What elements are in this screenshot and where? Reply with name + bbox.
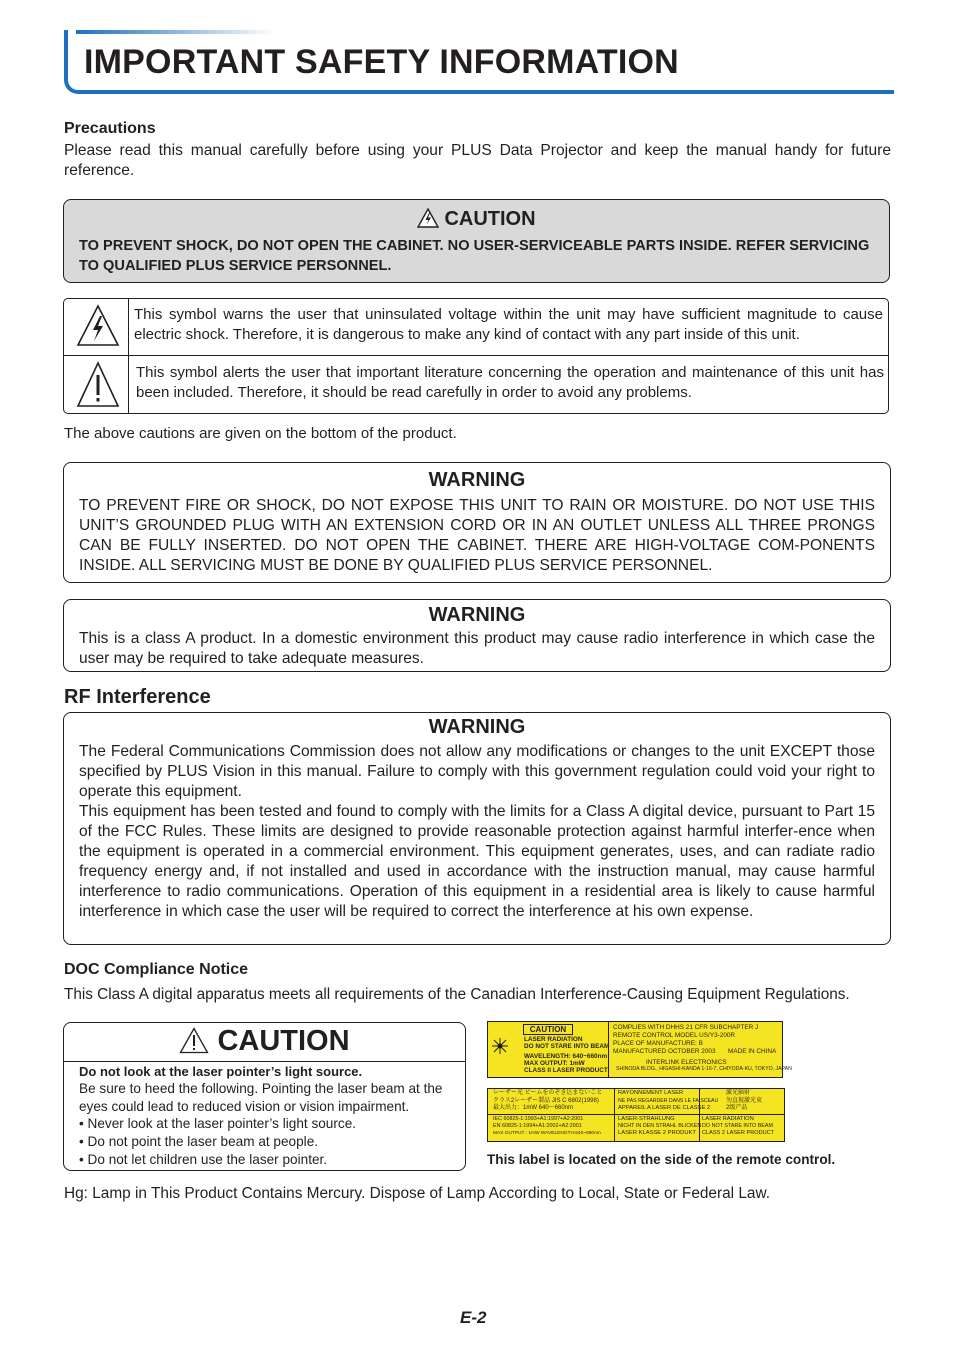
caution-box bbox=[63, 199, 890, 283]
precautions-text: Please read this manual carefully before using your PLUS Data Projector and keep the manual handy for future reference. bbox=[64, 142, 891, 179]
cautions-note: The above cautions are given on the bottom of the product. bbox=[64, 425, 457, 442]
label-text: 勿直视激光束 bbox=[726, 1097, 763, 1104]
label-text: 激光辐射 bbox=[726, 1090, 751, 1096]
warning-box-fire bbox=[63, 462, 891, 583]
caution-heading bbox=[64, 208, 889, 231]
label-text: CLASS II LASER PRODUCT bbox=[524, 1067, 608, 1074]
exclamation-triangle-icon bbox=[75, 360, 121, 410]
laser-caution-title bbox=[64, 1025, 465, 1058]
label-text: COMPLIES WITH DHHS 21 CFR SUBCHAPTER J bbox=[613, 1024, 759, 1031]
laser-bullet: • Do not let children use the laser pointer. bbox=[79, 1152, 328, 1167]
warning-box-class-a bbox=[63, 599, 891, 672]
label-text: EN 60825-1:1994+A1:2002+A2:2001 bbox=[493, 1123, 582, 1129]
laser-caution-heading: CAUTION bbox=[217, 1025, 350, 1057]
caution-heading-text: CAUTION bbox=[444, 208, 536, 230]
doc-text: This Class A digital apparatus meets all requirements of the Canadian Interference-Causing Equipment Regulations. bbox=[64, 986, 850, 1003]
label-text: DO NOT STARE INTO BEAM bbox=[702, 1123, 773, 1129]
warning-heading: WARNING bbox=[428, 716, 526, 738]
label-caution-tag: CAUTION bbox=[523, 1024, 573, 1035]
title-accent-line bbox=[76, 30, 276, 34]
symbol-row-literature bbox=[64, 356, 888, 414]
mercury-note: Hg: Lamp in This Product Contains Mercury. Dispose of Lamp According to Local, State or Federal Law. bbox=[64, 1185, 771, 1202]
label-divider-v1 bbox=[614, 1089, 615, 1141]
label-text: MANUFACTURED OCTOBER 2003 bbox=[613, 1048, 716, 1055]
laser-label-bottom bbox=[487, 1088, 785, 1142]
label-text: LASER RADIATION bbox=[524, 1036, 583, 1043]
label-text: クラス2レーザー製品 JIS C 6802(1998) bbox=[493, 1097, 599, 1104]
label-text: LASER-STRAHLUNG bbox=[618, 1116, 675, 1122]
title-banner bbox=[64, 30, 892, 92]
warning-box-fcc bbox=[63, 712, 891, 945]
symbol-row-voltage bbox=[64, 299, 888, 356]
warning-heading: WARNING bbox=[428, 604, 526, 626]
label-text: MAX OUTPUT: 1mW bbox=[524, 1060, 585, 1067]
caution-text: TO PREVENT SHOCK, DO NOT OPEN THE CABINET. NO USER-SERVICEABLE PARTS INSIDE. REFER SERVICING TO QUALIFIED PLUS SERVICE PERSONNEL. bbox=[79, 238, 870, 274]
label-text: REMOTE CONTROL MODEL US/Y3-200R bbox=[613, 1032, 736, 1039]
label-text: NE PAS REGARDER DANS LE FAISCEAU bbox=[618, 1097, 719, 1104]
page-number: E-2 bbox=[460, 1308, 487, 1327]
label-text: MADE IN CHINA bbox=[728, 1048, 777, 1055]
exclamation-triangle-icon bbox=[179, 1027, 209, 1054]
label-text: SHINODA BLDG., HIGASHI-KANDA 1-16-7, CHIYODA-KU, TOKYO, JAPAN bbox=[616, 1066, 792, 1072]
symbol-table bbox=[63, 298, 889, 414]
label-text: IEC 60825-1:1993+A1:1997+A2:2001 bbox=[493, 1116, 584, 1122]
label-text: 2级产品 bbox=[726, 1105, 748, 1111]
precautions-heading: Precautions bbox=[64, 120, 156, 137]
warning-fire-text: TO PREVENT FIRE OR SHOCK, DO NOT EXPOSE THIS UNIT TO RAIN OR MOISTURE. DO NOT USE THIS UNIT’S GROUNDED PLUG WITH AN EXTENSION CORD OR IN AN OUTLET UNLESS ALL THREE PRONGS CAN BE FULLY INSERTED. DO NOT OPEN THE CABINET. THERE ARE HIGH-VOLTAGE COM-PONENTS INSIDE. ALL SERVICING MUST BE DONE BY QUALIFIED PLUS SERVICE PERSONNEL. bbox=[79, 497, 875, 574]
label-text: WAVELENGTH: 640~660nm bbox=[524, 1053, 608, 1060]
label-text: APPAREIL A LASER DE CLASSE 2 bbox=[618, 1105, 711, 1111]
label-top-left bbox=[488, 1022, 609, 1077]
label-divider-h bbox=[488, 1114, 784, 1115]
lightning-triangle-icon bbox=[417, 208, 439, 228]
fcc-paragraph-2: This equipment has been tested and found to comply with the limits for a Class A digital device, pursuant to Part 15 of the FCC Rules. These limits are designed to provide reasonable protection against harmful interfer-ence when the equipment is operated in a commercial environment. This equipment generates, uses, and can radiate radio frequency energy and, if not installed and used in accordance with the instruction manual, may cause harmful interference to radio communications. Operation of this equipment in a residential area is likely to cause harmful interference in which case the user will be required to correct the interference at his own expense. bbox=[79, 803, 875, 920]
symbol-table-divider bbox=[128, 299, 129, 413]
label-text: 最大出力：1mW 640〜660nm bbox=[493, 1105, 574, 1111]
label-text: INTERLINK ELECTRONICS bbox=[646, 1059, 727, 1066]
laser-caution-header bbox=[64, 1023, 465, 1062]
lightning-triangle-icon bbox=[75, 303, 121, 349]
symbol-literature-text: This symbol alerts the user that important literature concerning the operation and maintenance of this unit has been included. Therefore, it should be read carefully in order to avoid any problems. bbox=[136, 364, 884, 401]
label-caption: This label is located on the side of the remote control. bbox=[487, 1152, 836, 1167]
laser-intro: Be sure to heed the following. Pointing the laser beam at the eyes could lead to reduced vision or vision impairment. bbox=[79, 1081, 443, 1114]
label-text: DO NOT STARE INTO BEAM bbox=[524, 1043, 610, 1050]
page-title: IMPORTANT SAFETY INFORMATION bbox=[84, 43, 679, 81]
doc-heading: DOC Compliance Notice bbox=[64, 961, 249, 978]
rf-heading: RF Interference bbox=[64, 686, 211, 708]
warning-class-a-text: This is a class A product. In a domestic environment this product may cause radio interference in which case the user may be required to take adequate measures. bbox=[79, 630, 875, 667]
symbol-voltage-text: This symbol warns the user that uninsulated voltage within the unit may have sufficient magnitude to cause electric shock. Therefore, it is dangerous to make any kind of contact with any part inside of this unit. bbox=[134, 306, 883, 343]
laser-bullet: • Never look at the laser pointer’s light source. bbox=[79, 1116, 357, 1131]
label-text: MAX OUTPUT : 1mW WAVELENGTH:640~660nm bbox=[493, 1131, 601, 1136]
laser-bullet: • Do not point the laser beam at people. bbox=[79, 1134, 319, 1149]
laser-label-top bbox=[487, 1021, 792, 1078]
label-text: レーザー光 ビームをのぞき込まないこと bbox=[493, 1090, 603, 1096]
label-text: PLACE OF MANUFACTURE: B bbox=[613, 1040, 703, 1047]
label-text: LASER KLASSE 2 PRODUKT bbox=[618, 1130, 696, 1136]
label-text: NICHT IN DEN STRAHL BLICKEN bbox=[618, 1123, 702, 1129]
laser-burst-icon bbox=[491, 1037, 509, 1055]
laser-caution-box bbox=[63, 1022, 466, 1171]
warning-heading: WARNING bbox=[428, 469, 526, 491]
label-text: RAYONNEMENT LASER bbox=[618, 1090, 684, 1096]
laser-subheading: Do not look at the laser pointer’s light source. bbox=[79, 1064, 363, 1079]
label-text: LASER RADIATION bbox=[702, 1116, 754, 1122]
label-text: CLASS 2 LASER PRODUCT bbox=[702, 1130, 775, 1136]
fcc-paragraph-1: The Federal Communications Commission does not allow any modifications or changes to the unit EXCEPT those specified by PLUS Vision in this manual. Failure to comply with this government regulation could void your right to operate this equipment. bbox=[79, 743, 875, 800]
